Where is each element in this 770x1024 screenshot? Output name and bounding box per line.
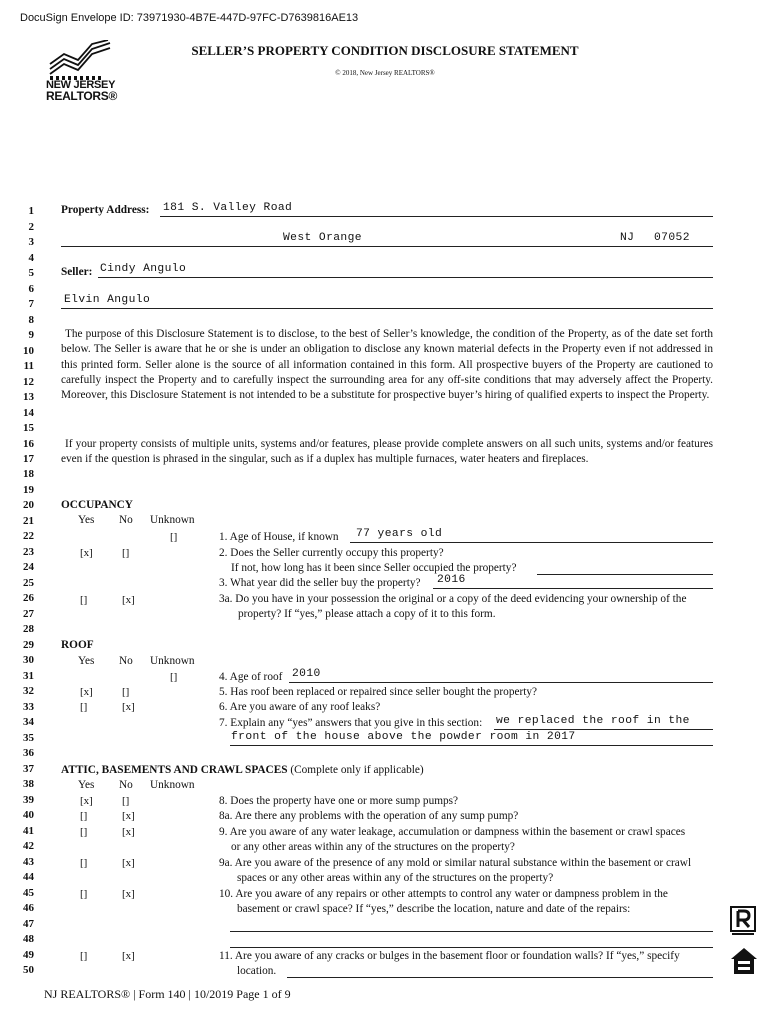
line-number: 18	[23, 468, 34, 480]
q6-yes-checkbox[interactable]: []	[80, 701, 88, 713]
seller-label: Seller:	[61, 266, 93, 278]
line-number: 39	[23, 794, 34, 806]
q3a-label-line-2: property? If “yes,” please attach a copy of it to this form.	[238, 608, 496, 620]
q10-label-line-1: 10. Are you aware of any repairs or other attempts to control any water or dampness problem in the	[219, 888, 668, 900]
line-number: 28	[23, 623, 34, 635]
attic-yes-header: Yes	[78, 779, 95, 791]
q8a-no-checkbox[interactable]: [x]	[122, 810, 135, 822]
occupancy-no-header: No	[119, 514, 133, 526]
q7-answer-field-2[interactable]	[230, 732, 713, 746]
line-number: 41	[23, 825, 34, 837]
line-number: 43	[23, 856, 34, 868]
q1-answer-value: 77 years old	[356, 528, 443, 540]
q2-no-checkbox[interactable]: []	[122, 547, 130, 559]
q10-label-line-2: basement or crawl space? If “yes,” describe the location, nature and date of the repairs:	[237, 903, 631, 915]
q2-followup-label: If not, how long has it been since Seller occupied the property?	[231, 562, 517, 574]
property-street-value: 181 S. Valley Road	[163, 202, 293, 214]
q11-label-line-1: 11. Are you aware of any cracks or bulges in the basement floor or foundation walls? If “yes,” specify	[219, 950, 680, 962]
equal-housing-icon	[730, 947, 758, 977]
line-number: 16	[23, 438, 34, 450]
q2-label: 2. Does the Seller currently occupy this property?	[219, 547, 444, 559]
attic-heading-row	[61, 764, 424, 776]
line-number: 45	[23, 887, 34, 899]
line-number: 15	[23, 422, 34, 434]
seller-2-value: Elvin Angulo	[64, 294, 151, 306]
q6-label: 6. Are you aware of any roof leaks?	[219, 701, 381, 713]
logo-text-line-2: REALTORS®	[46, 89, 118, 103]
q10-answer-field-1[interactable]	[230, 918, 713, 932]
attic-no-header: No	[119, 779, 133, 791]
line-number: 42	[23, 840, 34, 852]
q5-yes-checkbox[interactable]: [x]	[80, 686, 93, 698]
q11-no-checkbox[interactable]: [x]	[122, 950, 135, 962]
q11-answer-field[interactable]	[287, 964, 713, 978]
line-number: 27	[23, 608, 34, 620]
line-number: 47	[23, 918, 34, 930]
q9-no-checkbox[interactable]: [x]	[122, 826, 135, 838]
attic-heading-note: (Complete only if applicable)	[290, 764, 424, 776]
line-number: 5	[28, 267, 34, 279]
line-number: 14	[23, 407, 34, 419]
q1-answer-field[interactable]	[350, 529, 713, 543]
property-city-value: West Orange	[283, 232, 362, 244]
property-state-value: NJ	[620, 232, 635, 244]
q9-label-line-1: 9. Are you aware of any water leakage, accumulation or dampness within the basement or crawl spaces	[219, 826, 686, 838]
q9-label-line-2: or any other areas within any of the structures on the property?	[231, 841, 515, 853]
realtor-r-icon	[730, 906, 756, 936]
roof-no-header: No	[119, 655, 133, 667]
occupancy-heading: OCCUPANCY	[61, 499, 133, 511]
q5-no-checkbox[interactable]: []	[122, 686, 130, 698]
seller-1-field[interactable]	[98, 264, 713, 278]
occupancy-yes-header: Yes	[78, 514, 95, 526]
line-number: 38	[23, 778, 34, 790]
q11-label-line-2: location.	[237, 965, 277, 977]
line-number: 23	[23, 546, 34, 558]
line-number: 6	[28, 283, 34, 295]
line-number: 26	[23, 592, 34, 604]
roof-yes-header: Yes	[78, 655, 95, 667]
q10-yes-checkbox[interactable]: []	[80, 888, 88, 900]
q6-no-checkbox[interactable]: [x]	[122, 701, 135, 713]
line-number: 22	[23, 530, 34, 542]
q9a-label-line-1: 9a. Are you aware of the presence of any mold or similar natural substance within the basement or crawl	[219, 857, 692, 869]
line-number: 11	[23, 360, 34, 372]
q8-no-checkbox[interactable]: []	[122, 795, 130, 807]
q1-unknown-checkbox[interactable]: []	[170, 531, 178, 543]
line-number: 12	[23, 376, 34, 388]
property-zip-value: 07052	[654, 232, 690, 244]
q7-label: 7. Explain any “yes” answers that you give in this section:	[219, 717, 483, 729]
line-number: 49	[23, 949, 34, 961]
q11-yes-checkbox[interactable]: []	[80, 950, 88, 962]
q9a-no-checkbox[interactable]: [x]	[122, 857, 135, 869]
q7-answer-value-2: front of the house above the powder room in 2017	[231, 731, 576, 743]
line-number: 1	[28, 205, 34, 217]
q4-answer-value: 2010	[292, 668, 321, 680]
q3-label: 3. What year did the seller buy the property?	[219, 577, 421, 589]
line-number: 25	[23, 577, 34, 589]
line-number: 30	[23, 654, 34, 666]
q9a-label-line-2: spaces or any other areas within any of the structures on the property?	[237, 872, 554, 884]
document-title: SELLER’S PROPERTY CONDITION DISCLOSURE STATEMENT	[191, 43, 579, 58]
line-number: 19	[23, 484, 34, 496]
line-number: 46	[23, 902, 34, 914]
q3a-no-checkbox[interactable]: [x]	[122, 594, 135, 606]
q3-answer-field[interactable]	[433, 575, 713, 589]
line-number: 13	[23, 391, 34, 403]
q8a-yes-checkbox[interactable]: []	[80, 810, 88, 822]
line-number: 10	[23, 345, 34, 357]
q8a-label: 8a. Are there any problems with the operation of any sump pump?	[219, 810, 519, 822]
purpose-paragraph: The purpose of this Disclosure Statement is to disclose, to the best of Seller’s knowledge, the condition of the Property, as of the date set forth below. The Seller is aware that he or she is under an obligation to disclose any known material defects in the Property even if not addressed in this printed form. Seller alone is the source of all information contained in this form. All prospective buyers of the Property are cautioned to carefully inspect the Property and to carefully inspect the surrounding area for any off-site conditions that may adversely affect the Property. Moreover, this Disclosure Statement is not intended to be a substitute for prospective buyer’s hiring of qualified experts to inspect the Property.	[61, 328, 713, 402]
q10-answer-field-2[interactable]	[230, 934, 713, 948]
logo-text	[46, 80, 117, 102]
line-number: 24	[23, 561, 34, 573]
q4-unknown-checkbox[interactable]: []	[170, 671, 178, 683]
roof-heading: ROOF	[61, 639, 94, 651]
q10-no-checkbox[interactable]: [x]	[122, 888, 135, 900]
line-number: 21	[23, 515, 34, 527]
page-footer: NJ REALTORS® | Form 140 | 10/2019 Page 1 of 9	[44, 987, 291, 1001]
copyright-notice: © 2018, New Jersey REALTORS®	[335, 69, 435, 77]
q9a-yes-checkbox[interactable]: []	[80, 857, 88, 869]
line-number: 35	[23, 732, 34, 744]
q2-yes-checkbox[interactable]: [x]	[80, 547, 93, 559]
line-number: 40	[23, 809, 34, 821]
q9-yes-checkbox[interactable]: []	[80, 826, 88, 838]
line-number: 34	[23, 716, 34, 728]
q8-yes-checkbox[interactable]: [x]	[80, 795, 93, 807]
line-number: 37	[23, 763, 34, 775]
q5-label: 5. Has roof been replaced or repaired since seller bought the property?	[219, 686, 538, 698]
seller-2-field[interactable]	[61, 295, 713, 309]
line-number: 33	[23, 701, 34, 713]
q7-answer-value-1: we replaced the roof in the	[496, 715, 690, 727]
line-number: 4	[28, 252, 34, 264]
q3a-yes-checkbox[interactable]: []	[80, 594, 88, 606]
line-number: 9	[28, 329, 34, 341]
line-number: 7	[28, 298, 34, 310]
line-number: 44	[23, 871, 34, 883]
line-number: 20	[23, 499, 34, 511]
line-number: 32	[23, 685, 34, 697]
line-number: 2	[28, 221, 34, 233]
q3-answer-value: 2016	[437, 574, 466, 586]
q7-answer-field-1[interactable]	[494, 716, 713, 730]
occupancy-unknown-header: Unknown	[150, 514, 195, 526]
line-number: 50	[23, 964, 34, 976]
roof-unknown-header: Unknown	[150, 655, 195, 667]
seller-1-value: Cindy Angulo	[100, 263, 187, 275]
line-number: 8	[28, 314, 34, 326]
line-number: 31	[23, 670, 34, 682]
q1-label: 1. Age of House, if known	[219, 531, 339, 543]
line-number: 29	[23, 639, 34, 651]
docusign-envelope-id: DocuSign Envelope ID: 73971930-4B7E-447D-97FC-D7639816AE13	[20, 12, 359, 24]
logo-text-line-1: NEW JERSEY	[46, 79, 116, 91]
line-number: 48	[23, 933, 34, 945]
attic-heading: ATTIC, BASEMENTS AND CRAWL SPACES	[61, 764, 288, 776]
line-number: 3	[28, 236, 34, 248]
q3a-label-line-1: 3a. Do you have in your possession the original or a copy of the deed evidencing your ownership of the	[219, 593, 687, 605]
line-number: 36	[23, 747, 34, 759]
property-city-field[interactable]	[61, 233, 713, 247]
q4-label: 4. Age of roof	[219, 671, 283, 683]
q4-answer-field[interactable]	[289, 669, 713, 683]
property-address-label: Property Address:	[61, 204, 150, 216]
q2-followup-field[interactable]	[537, 561, 713, 575]
line-number: 17	[23, 453, 34, 465]
multiple-units-paragraph: If your property consists of multiple units, systems and/or features, please provide complete answers on all such units, systems and/or features even if the question is phrased in the singular, such as if a duplex has multiple furnaces, water heaters and fireplaces.	[61, 438, 713, 466]
property-street-field[interactable]	[160, 203, 713, 217]
q8-label: 8. Does the property have one or more sump pumps?	[219, 795, 459, 807]
attic-unknown-header: Unknown	[150, 779, 195, 791]
